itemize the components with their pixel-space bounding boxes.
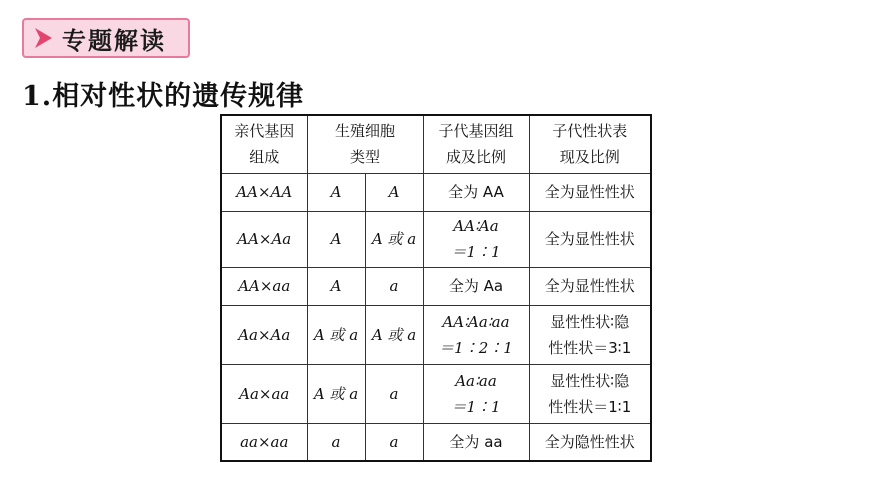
header-parent: 亲代基因 组成 — [221, 115, 307, 173]
cell-gamete-1: a — [307, 423, 365, 461]
cell-gamete-2: A 或 a — [365, 211, 423, 267]
cell-parent: AA×Aa — [221, 211, 307, 267]
cell-offspring-phenotype: 显性性状∶隐 性性状＝1∶1 — [529, 364, 651, 423]
table-row — [221, 211, 651, 267]
heading-title: 相对性状的遗传规律 — [52, 81, 305, 112]
cell-offspring-genotype: Aa∶aa ＝1∶1 — [423, 364, 529, 423]
table-row — [221, 423, 651, 461]
cell-offspring-genotype: AA∶Aa∶aa ＝1∶2∶1 — [423, 305, 529, 364]
section-badge — [22, 18, 190, 58]
table-header-row — [221, 115, 651, 173]
cell-offspring-genotype: 全为 AA — [423, 173, 529, 211]
cell-offspring-genotype: 全为 aa — [423, 423, 529, 461]
cell-offspring-phenotype: 显性性状∶隐 性性状＝3∶1 — [529, 305, 651, 364]
cell-gamete-1: A — [307, 267, 365, 305]
cell-offspring-genotype: 全为 Aa — [423, 267, 529, 305]
section-heading — [22, 74, 304, 113]
table-row — [221, 364, 651, 423]
table-row — [221, 173, 651, 211]
cell-offspring-phenotype: 全为显性性状 — [529, 173, 651, 211]
cell-offspring-genotype: AA∶Aa ＝1∶1 — [423, 211, 529, 267]
table-row — [221, 267, 651, 305]
header-offspring-phenotype: 子代性状表 现及比例 — [529, 115, 651, 173]
cell-gamete-1: A — [307, 173, 365, 211]
cell-offspring-phenotype: 全为显性性状 — [529, 211, 651, 267]
cell-parent: AA×AA — [221, 173, 307, 211]
cell-gamete-2: a — [365, 364, 423, 423]
cell-offspring-phenotype: 全为隐性性状 — [529, 423, 651, 461]
cell-parent: aa×aa — [221, 423, 307, 461]
cell-parent: Aa×aa — [221, 364, 307, 423]
cell-parent: Aa×Aa — [221, 305, 307, 364]
heading-number: 1. — [22, 81, 53, 112]
cell-gamete-1: A — [307, 211, 365, 267]
cell-offspring-phenotype: 全为显性性状 — [529, 267, 651, 305]
cell-parent: AA×aa — [221, 267, 307, 305]
cell-gamete-2: a — [365, 423, 423, 461]
cell-gamete-1: A 或 a — [307, 305, 365, 364]
cell-gamete-2: a — [365, 267, 423, 305]
cell-gamete-1: A 或 a — [307, 364, 365, 423]
cell-gamete-2: A 或 a — [365, 305, 423, 364]
cell-gamete-2: A — [365, 173, 423, 211]
header-gamete: 生殖细胞 类型 — [307, 115, 423, 173]
inheritance-table — [220, 114, 652, 462]
table-row — [221, 305, 651, 364]
play-arrow-icon — [24, 20, 62, 56]
header-offspring-genotype: 子代基因组 成及比例 — [423, 115, 529, 173]
badge-label: 专题解读 — [62, 26, 166, 55]
